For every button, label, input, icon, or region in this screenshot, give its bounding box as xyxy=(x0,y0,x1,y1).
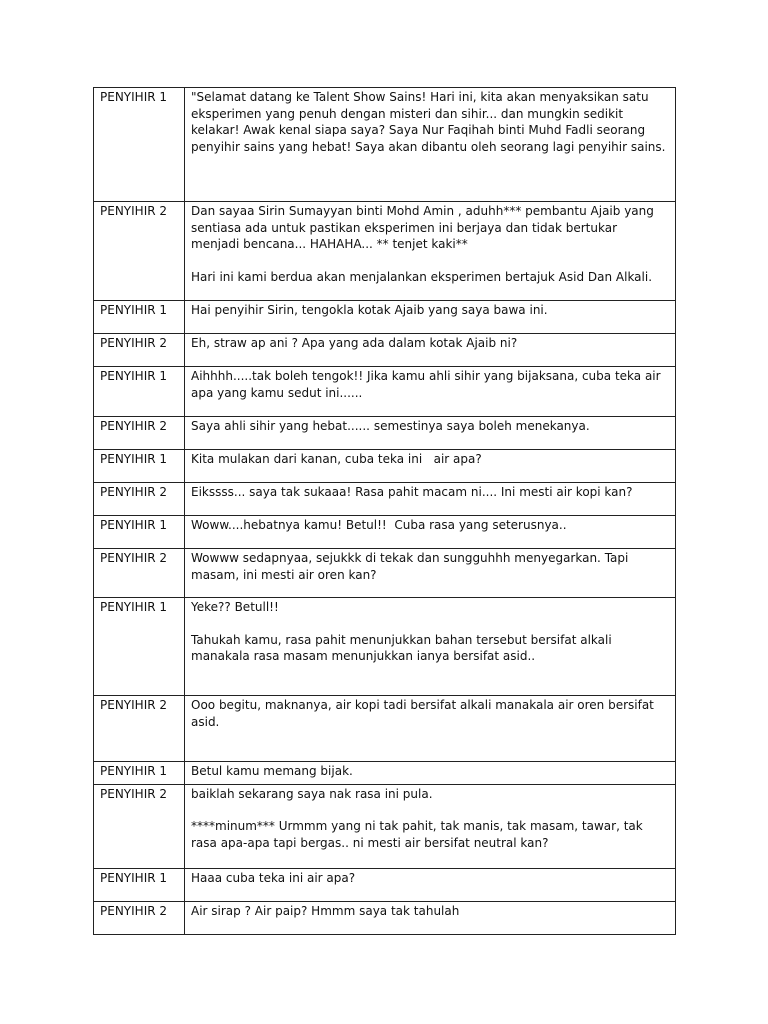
speaker-cell: PENYIHIR 2 xyxy=(94,784,185,868)
dialogue-paragraph: Yeke?? Betull!! xyxy=(191,600,279,614)
dialogue-row xyxy=(94,88,676,202)
speaker-cell: PENYIHIR 1 xyxy=(94,88,185,202)
dialogue-cell xyxy=(185,598,676,696)
dialogue-cell xyxy=(185,450,676,483)
dialogue-cell xyxy=(185,483,676,516)
dialogue-paragraph: Hari ini kami berdua akan menjalankan eksperimen bertajuk Asid Dan Alkali. xyxy=(191,269,653,284)
dialogue-row xyxy=(94,367,676,417)
dialogue-cell xyxy=(185,301,676,334)
speaker-cell: PENYIHIR 2 xyxy=(94,202,185,301)
dialogue-paragraph: Saya ahli sihir yang hebat...... semestinya saya boleh menekanya. xyxy=(191,419,590,433)
speaker-cell: PENYIHIR 1 xyxy=(94,762,185,785)
dialogue-cell xyxy=(185,417,676,450)
dialogue-paragraph: Air sirap ? Air paip? Hmmm saya tak tahulah xyxy=(191,903,460,918)
dialogue-cell xyxy=(185,549,676,598)
speaker-cell: PENYIHIR 1 xyxy=(94,301,185,334)
dialogue-row xyxy=(94,301,676,334)
speaker-cell: PENYIHIR 2 xyxy=(94,417,185,450)
speaker-cell: PENYIHIR 1 xyxy=(94,367,185,417)
speaker-cell: PENYIHIR 2 xyxy=(94,549,185,598)
dialogue-cell xyxy=(185,88,676,202)
dialogue-cell xyxy=(185,202,676,301)
dialogue-paragraph: Wowww sedapnyaa, sejukkk di tekak dan sungguhhh menyegarkan. Tapi masam, ini mesti air oren kan? xyxy=(191,551,633,582)
dialogue-row xyxy=(94,450,676,483)
speaker-cell: PENYIHIR 2 xyxy=(94,483,185,516)
dialogue-row xyxy=(94,202,676,301)
dialogue-row xyxy=(94,901,676,934)
dialogue-paragraph: Haaa cuba teka ini air apa? xyxy=(191,870,356,885)
dialogue-paragraph: Tahukah kamu, rasa pahit menunjukkan bahan tersebut bersifat alkali manakala rasa masam menunjukkan ianya bersifat asid.. xyxy=(191,632,616,663)
dialogue-row xyxy=(94,598,676,696)
dialogue-row xyxy=(94,868,676,901)
dialogue-row xyxy=(94,516,676,549)
dialogue-paragraph: Woww....hebatnya kamu! Betul!! Cuba rasa yang seterusnya.. xyxy=(191,518,567,532)
dialogue-row xyxy=(94,696,676,762)
speaker-cell: PENYIHIR 2 xyxy=(94,696,185,762)
dialogue-paragraph: Dan sayaa Sirin Sumayyan binti Mohd Amin , aduhh*** pembantu Ajaib yang sentiasa ada untuk pastikan eksperimen ini berjaya dan tidak bertukar menjadi bencana... HAHAHA... ** tenjet kaki** xyxy=(191,204,658,251)
dialogue-paragraph: Kita mulakan dari kanan, cuba teka ini air apa? xyxy=(191,452,482,466)
dialogue-row xyxy=(94,549,676,598)
dialogue-row xyxy=(94,334,676,367)
dialogue-cell xyxy=(185,901,676,934)
speaker-cell: PENYIHIR 1 xyxy=(94,598,185,696)
dialogue-paragraph: Ooo begitu, maknanya, air kopi tadi bersifat alkali manakala air oren bersifat asid. xyxy=(191,698,658,729)
dialogue-paragraph: "Selamat datang ke Talent Show Sains! Hari ini, kita akan menyaksikan satu eksperimen yang penuh dengan misteri dan sihir... dan mungkin sedikit kelakar! Awak kenal siapa saya? Saya Nur Faqihah binti Muhd Fadli seorang penyihir sains yang hebat! Saya akan dibantu oleh seorang lagi penyihir sains. xyxy=(191,90,666,154)
speaker-cell: PENYIHIR 2 xyxy=(94,334,185,367)
dialogue-cell xyxy=(185,762,676,785)
dialogue-cell xyxy=(185,367,676,417)
dialogue-paragraph: Eikssss... saya tak sukaaa! Rasa pahit macam ni.... Ini mesti air kopi kan? xyxy=(191,485,633,499)
dialogue-paragraph: ****minum*** Urmmm yang ni tak pahit, tak manis, tak masam, tawar, tak rasa apa-apa tapi bergas.. ni mesti air bersifat neutral kan? xyxy=(191,819,647,850)
dialogue-cell xyxy=(185,696,676,762)
speaker-cell: PENYIHIR 1 xyxy=(94,868,185,901)
dialogue-cell xyxy=(185,784,676,868)
dialogue-paragraph: Betul kamu memang bijak. xyxy=(191,764,353,778)
dialogue-cell xyxy=(185,334,676,367)
speaker-cell: PENYIHIR 1 xyxy=(94,516,185,549)
dialogue-row xyxy=(94,784,676,868)
dialogue-paragraph: baiklah sekarang saya nak rasa ini pula. xyxy=(191,786,433,801)
script-table xyxy=(93,87,676,935)
dialogue-row xyxy=(94,417,676,450)
dialogue-paragraph: Hai penyihir Sirin, tengokla kotak Ajaib yang saya bawa ini. xyxy=(191,303,548,317)
dialogue-paragraph: Eh, straw ap ani ? Apa yang ada dalam kotak Ajaib ni? xyxy=(191,336,518,350)
dialogue-row xyxy=(94,762,676,785)
dialogue-cell xyxy=(185,516,676,549)
dialogue-row xyxy=(94,483,676,516)
script-table-body xyxy=(94,88,676,935)
dialogue-cell xyxy=(185,868,676,901)
dialogue-paragraph: Aihhhh.....tak boleh tengok!! Jika kamu ahli sihir yang bijaksana, cuba teka air apa yang kamu sedut ini...... xyxy=(191,369,665,400)
speaker-cell: PENYIHIR 2 xyxy=(94,901,185,934)
speaker-cell: PENYIHIR 1 xyxy=(94,450,185,483)
